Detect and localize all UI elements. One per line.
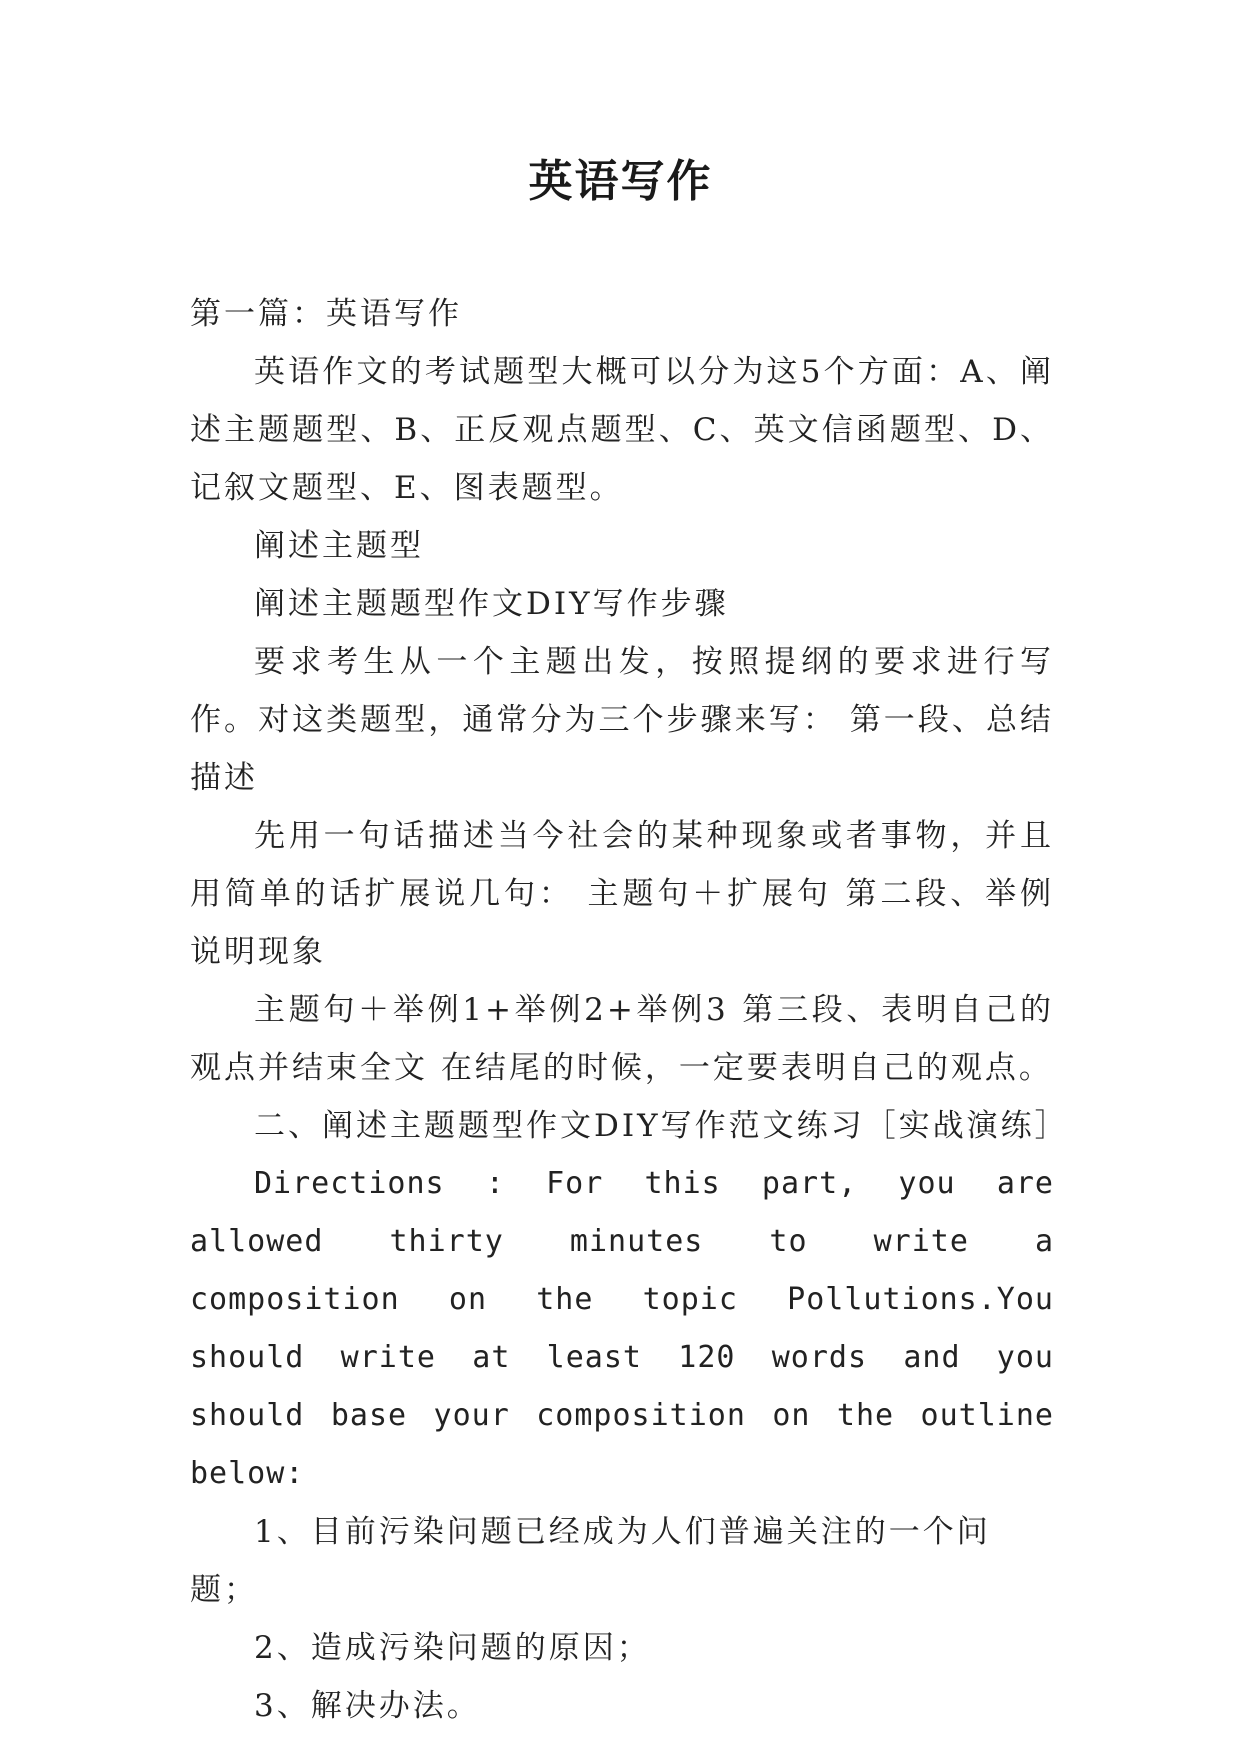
subheading-writing-steps: 阐述主题题型作文DIY写作步骤 [254, 586, 729, 622]
outline-item-3: 3、解决办法。 [254, 1688, 481, 1724]
document-body [190, 285, 1069, 1735]
step-two-paragraph: 主题句＋举例1+举例2+举例3 第三段、表明自己的观点并结束全文 在结尾的时候，一定要表明自己的观点。 [190, 992, 1054, 1086]
practice-heading: 二、阐述主题题型作文DIY写作范文练习［实战演练］ [254, 1108, 1069, 1144]
steps-paragraph: 要求考生从一个主题出发，按照提纲的要求进行写作。对这类题型，通常分为三个步骤来写： 第一段、总结描述 [190, 644, 1054, 796]
subheading-topic-type: 阐述主题型 [254, 528, 424, 564]
step-one-paragraph: 先用一句话描述当今社会的某种现象或者事物，并且用简单的话扩展说几句： 主题句＋扩展句 第二段、举例说明现象 [190, 818, 1054, 970]
outline-item-1: 1、目前污染问题已经成为人们普遍关注的一个问题； [190, 1514, 991, 1608]
outline-item-2: 2、造成污染问题的原因； [254, 1630, 651, 1666]
directions-paragraph: Directions : For this part, you are allowed thirty minutes to write a composition on the topic Pollutions.You should write at least 120 words and you should base your composition on the outline below: [190, 1166, 1054, 1491]
document-title: 英语写作 [528, 156, 713, 207]
section-heading: 第一篇：英语写作 [190, 296, 462, 332]
intro-paragraph: 英语作文的考试题型大概可以分为这5个方面：A、阐述主题题型、B、正反观点题型、C、英文信函题型、D、记叙文题型、E、图表题型。 [190, 354, 1054, 506]
